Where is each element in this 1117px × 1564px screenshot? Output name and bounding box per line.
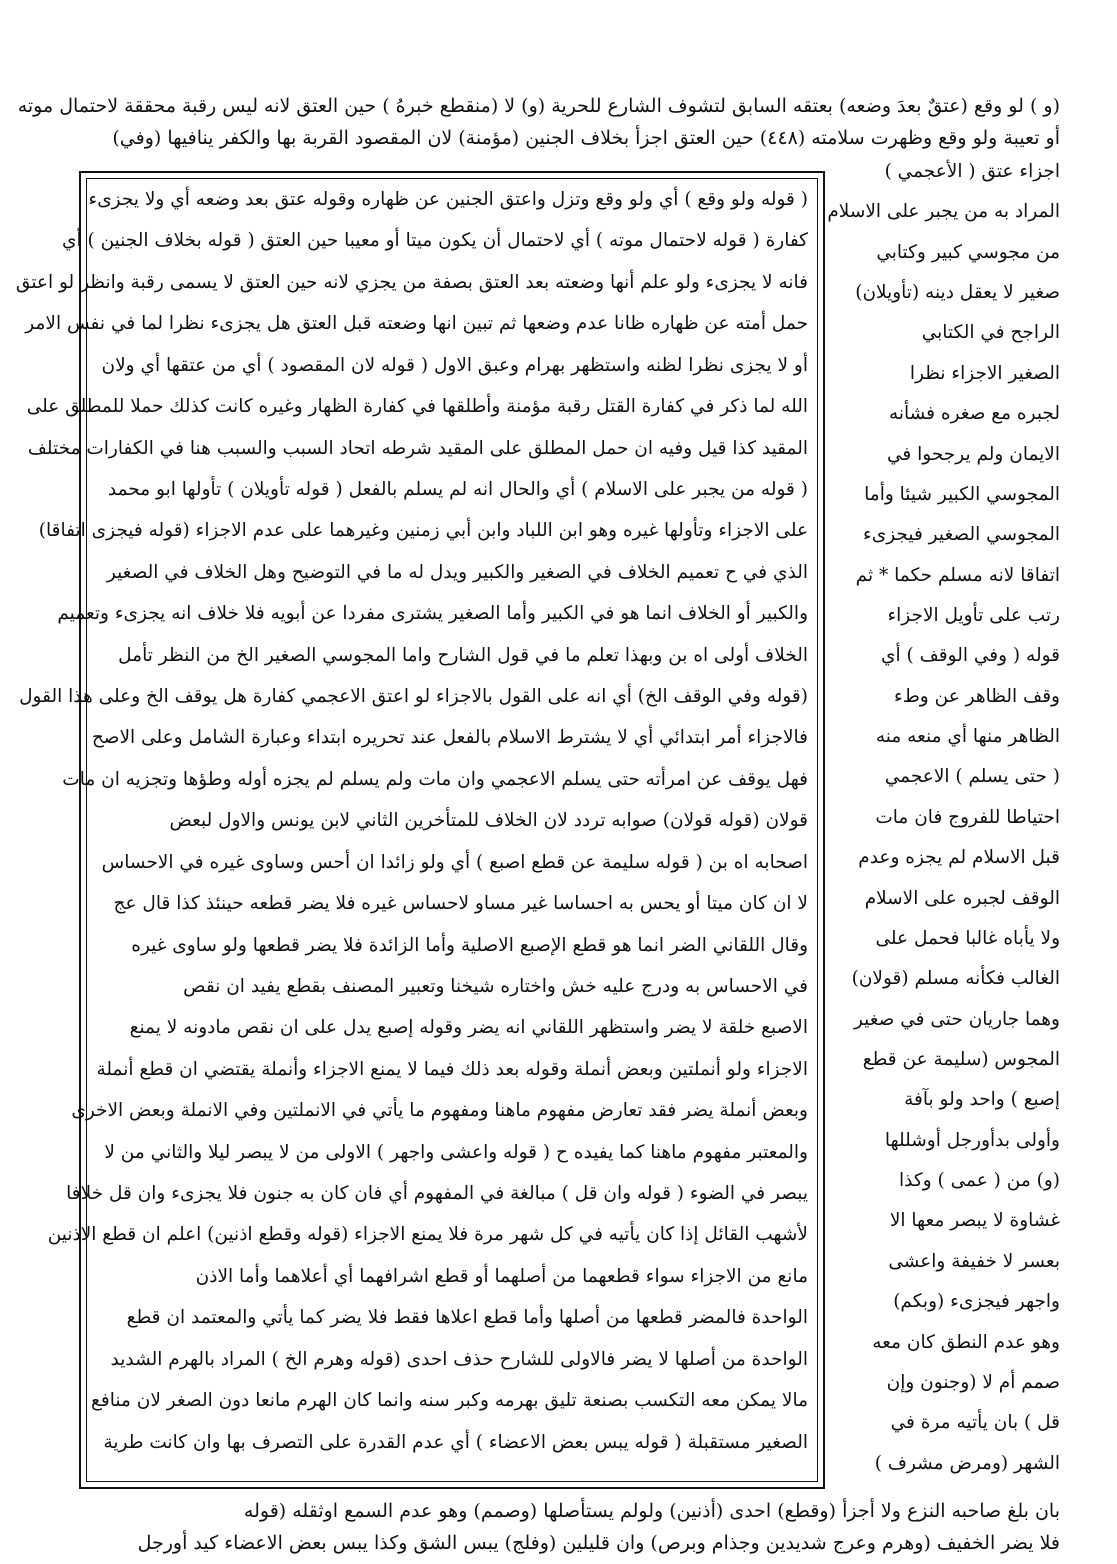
sidebar-line: بعسر لا خفيفة واعشى	[888, 1250, 1060, 1272]
commentary-line: لا ان كان ميتا أو يحس به احساسا غير مساو لاحساس غيره فلا يضر قطعه حينئذ كذا قال عج	[113, 893, 808, 915]
commentary-line: كفارة ( قوله لاحتمال موته ) أي لاحتمال أن يكون ميتا أو معيبا حين العتق ( قوله بخلاف الجنين ) أي	[61, 230, 808, 252]
commentary-line: الذي في ح تعميم الخلاف في الصغير والكبير ويدل له ما في التوضيح وهل الخلاف في الصغير	[106, 561, 808, 583]
sidebar-line: الصغير الاجزاء نظرا	[909, 362, 1060, 384]
sidebar-line: وهو عدم النطق كان معه	[872, 1331, 1060, 1353]
commentary-line: الواحدة من أصلها لا يضر فالاولى للشارح حذف احدى (قوله وهرم الخ ) المراد بالهرم الشديد	[110, 1348, 808, 1370]
sidebar-line: صغير لا يعقل دينه (تأويلان)	[855, 282, 1060, 304]
sidebar-line: قوله ( وفي الوقف ) أي	[881, 645, 1060, 667]
footer-line: فلا يضر الخفيف (وهرم وعرج شديدين وجذام وبرص) وان قليلين (وفلج) يبس الشق وكذا يبس بعض الاعضاء كيد أورجل	[137, 1532, 1060, 1554]
sidebar-line: اتفاقا لانه مسلم حكما * ثم	[855, 564, 1060, 586]
commentary-line: وبعض أنملة يضر فقد تعارض مفهوم ماهنا ومفهوم ما يأتي في الانملتين وفي الانملة وبعض الاخرى	[71, 1100, 808, 1122]
sidebar-line: ( حتى يسلم ) الاعجمي	[884, 766, 1060, 788]
commentary-line: اصحابه اه بن ( قوله سليمة عن قطع اصبع ) أي ولو زائدا ان أحس وساوى غيره في الاحساس	[101, 851, 808, 873]
commentary-line: مالا يمكن معه التكسب بصنعة تليق بهرمه وكبر سنه وانما كان الهرم مانعا دون الصغر لان منافع	[91, 1390, 808, 1412]
sidebar-line: الوقف لجبره على الاسلام	[864, 887, 1060, 909]
commentary-line: فهل يوقف عن امرأته حتى يسلم الاعجمي وان مات ولم يسلم لم يجزه أوله وطؤها وتجزيه ان مات	[62, 768, 808, 790]
commentary-line: والمعتبر مفهوم ماهنا كما يفيده ح ( قوله واعشى واجهر ) الاولى من لا يبصر ليلا والثاني من لا	[104, 1141, 808, 1163]
sidebar-line: الراجح في الكتابي	[921, 322, 1060, 344]
sidebar-line: ولا يأباه غالبا فحمل على	[875, 927, 1060, 949]
commentary-line: الاصبع خلقة لا يضر واستظهر اللقاني انه يضر وقوله إصبع يدل على ان نقص مادونه لا يمنع	[129, 1017, 808, 1039]
commentary-line: يبصر في الضوء ( قوله وان قل ) مبالغة في المفهوم أي فان كان به جنون فلا يجزىء وان قل خلافا	[66, 1183, 808, 1205]
sidebar-line: المجوسي الكبير شيئا وأما	[864, 483, 1060, 505]
footer-line: بان بلغ صاحبه النزع ولا أجزأ (وقطع) احدى (أذنين) ولولم يستأصلها (وصمم) وهو عدم السمع اوثقله (قوله	[243, 1500, 1060, 1522]
sidebar-line: الظاهر منها أي منعه منه	[875, 726, 1060, 748]
commentary-line: في الاحساس به ودرج عليه خش واختاره شيخنا وتعبير المصنف بقطع يفيد ان نقص	[183, 975, 808, 997]
commentary-line: الخلاف أولى اه بن وبهذا تعلم ما في قول الشارح واما المجوسي الصغير الخ من النظر تأمل	[118, 644, 808, 666]
sidebar-line: واجهر فيجزىء (وبكم)	[893, 1291, 1060, 1313]
commentary-line: فالاجزاء أمر ابتدائي أي لا يشترط الاسلام بالفعل عند تحريره ابتداء وعبارة الشامل وعلى الاصح	[91, 727, 808, 749]
sidebar-line: احتياطا للفروج فان مات	[875, 806, 1060, 828]
sidebar-line: الغالب فكأنه مسلم (قولان)	[851, 968, 1060, 990]
commentary-line: المقيد كذا قيل وفيه ان حمل المطلق على المقيد شرطه اتحاد السبب والسبب هنا في الكفارات مختلف	[27, 437, 808, 459]
sidebar-line: رتب على تأويل الاجزاء	[887, 605, 1060, 626]
sidebar-line: إصبع ) واحد ولو بآفة	[904, 1089, 1060, 1111]
sidebar-line: قل ) بان يأتيه مرة في	[890, 1412, 1060, 1434]
sidebar-line: من مجوسي كبير وكتابي	[876, 241, 1060, 263]
commentary-line: الواحدة فالمضر قطعها من أصلها وأما قطع اعلاها فقط فلا يضر كما يأتي والمعتمد ان قطع	[126, 1307, 808, 1329]
sidebar-line: المراد به من يجبر على الاسلام	[827, 201, 1060, 223]
commentary-line: والكبير أو الخلاف انما هو في الكبير وأما الصغير يشترى مفردا عن أبويه فلا خلاف انه يجزىء وتعميم	[57, 603, 808, 625]
header-line: (و ) لو وقع (عتقٌ بعدَ وضعه) بعتقه السابق لتشوف الشارع للحرية (و) لا (منقطع خبرهُ ) حين العتق لانه ليس رقبة محققة لاحتمال موته	[17, 95, 1060, 117]
commentary-line: ( قوله من يجبر على الاسلام ) أي والحال انه لم يسلم بالفعل ( قوله تأويلان ) تأولها ابو محمد	[107, 478, 808, 500]
sidebar-line: وقف الظاهر عن وطء	[894, 685, 1060, 707]
sidebar-line: وهما جاريان حتى في صغير	[853, 1008, 1060, 1030]
commentary-line: (قوله وفي الوقف الخ) أي انه على القول بالاجزاء لو اعتق الاعجمي كفارة هل يوقف الخ وعلى هذا القول	[19, 686, 808, 708]
commentary-line: أو لا يجزى نظرا لظنه واستظهر بهرام وعبق الاول ( قوله لان المقصود ) أي من عتقها أي ولان	[101, 354, 808, 376]
sidebar-line: الشهر (ومرض مشرف )	[874, 1452, 1060, 1474]
commentary-line: الاجزاء ولو أنملتين وبعض أنملة وقوله بعد ذلك فيما لا يمنع الاجزاء وأنملة يقتضي ان قطع أنملة	[96, 1058, 808, 1080]
commentary-line: قولان (قوله قولان) صوابه تردد لان الخلاف للمتأخرين الثاني لابن يونس والاول لبعض	[169, 810, 808, 832]
commentary-line: حمل أمته عن ظهاره ظانا عدم وضعها ثم تبين انها وضعته قبل العتق هل يجزىء نظرا لما في نفس الامر	[25, 313, 808, 335]
commentary-line: وقال اللقاني الضر انما هو قطع الإصبع الاصلية وأما الزائدة فلا يضر قطعها ولو ساوى غيره	[131, 934, 808, 956]
commentary-line: ( قوله ولو وقع ) أي ولو وقع وتزل واعتق الجنين عن ظهاره وقوله عتق بعد وضعه أي ولا يجزىء	[88, 189, 808, 210]
commentary-line: لأشهب القائل إذا كان يأتيه في كل شهر مرة فلا يمنع الاجزاء (قوله وقطع اذنين) اعلم ان قطع الاذنين	[47, 1224, 808, 1246]
header-line: أو تعيبة ولو وقع وظهرت سلامته (٤٤٨) حين العتق اجزأ بخلاف الجنين (مؤمنة) لان المقصود القربة بها والكفر ينافيها (وفي)	[112, 127, 1060, 149]
sidebar-line: المجوس (سليمة عن قطع	[862, 1049, 1060, 1070]
sidebar-line: لجبره مع صغره فشأنه	[888, 403, 1060, 425]
sidebar-line: قبل الاسلام لم يجزه وعدم	[858, 847, 1060, 869]
commentary-line: الله لما ذكر في كفارة القتل رقبة مؤمنة وأطلقها في كفارة الظهار وغيره كانت كذلك حملا للمطلق على	[26, 396, 808, 418]
sidebar-line: صمم أم لا (وجنون وإن	[886, 1371, 1060, 1393]
commentary-line: على الاجزاء وتأولها غيره وهو ابن اللباد وابن أبي زمنين وغيرهما على عدم الاجزاء (قوله فيجزى اتفاقا)	[38, 520, 808, 542]
commentary-line: فانه لا يجزىء ولو علم أنها وضعته بعد العتق بصفة من يجزي لانه حين العتق لا يسمى رقبة وانظر لو اعتق	[15, 271, 808, 293]
sidebar-line: غشاوة لا يبصر معها الا	[889, 1210, 1060, 1232]
sidebar-line: اجزاء عتق ( الأعجمي )	[884, 161, 1060, 182]
sidebar-line: المجوسي الصغير فيجزىء	[863, 524, 1060, 546]
commentary-line: مانع من الاجزاء سواء قطعهما من أصلهما أو قطع اشرافهما أي أعلاهما وأما الاذن	[195, 1265, 808, 1287]
sidebar-line: الايمان ولم يرجحوا في	[887, 443, 1060, 465]
sidebar-line: وأولى بدأورجل أوشللها	[884, 1129, 1060, 1151]
sidebar-line: (و) من ( عمى ) وكذا	[899, 1170, 1060, 1192]
commentary-line: الصغير مستقبلة ( قوله يبس بعض الاعضاء ) أي عدم القدرة على التصرف بها وان كانت طرية	[103, 1431, 808, 1453]
